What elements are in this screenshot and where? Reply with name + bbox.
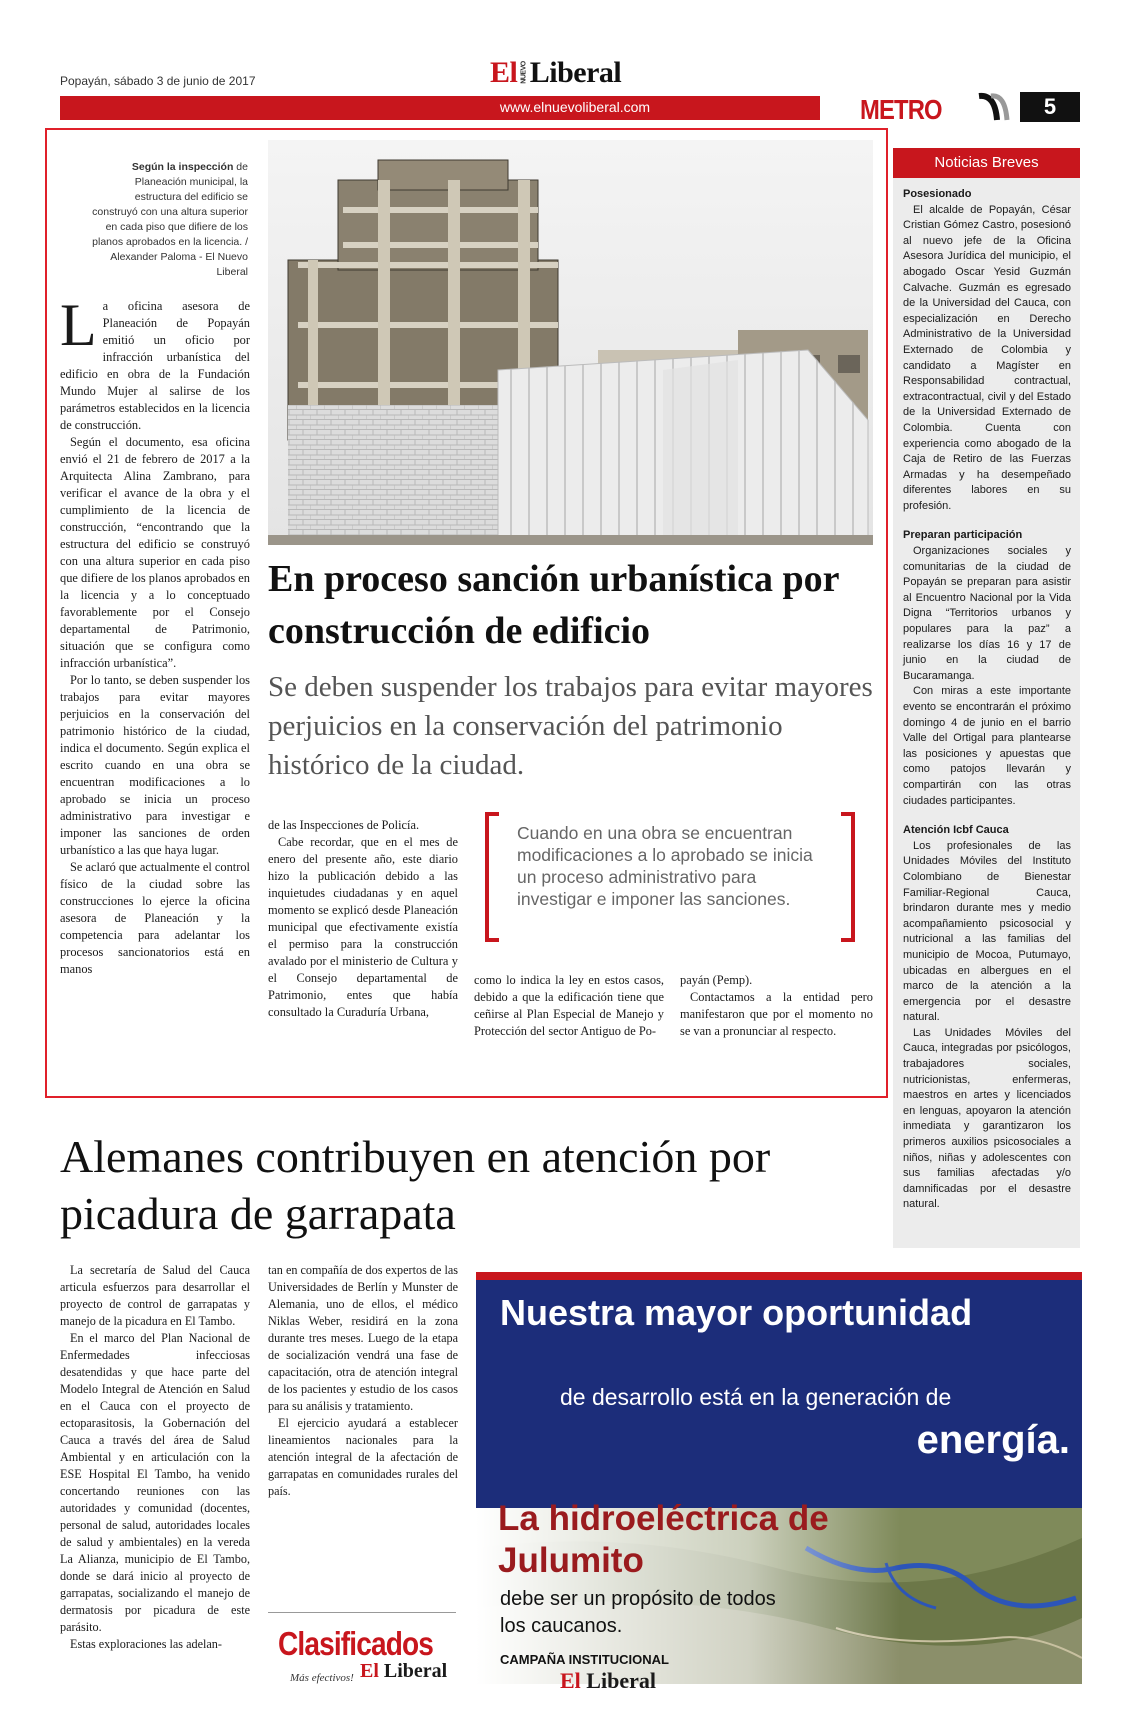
ad-title: La hidroeléctrica de Julumito [498,1499,829,1580]
pull-quote-text: Cuando en una obra se encuentran modificaciones a lo aprobado se inicia un proceso administrativo para investigar e imponer las sanciones. [517,823,813,909]
logo-el: El [560,1668,581,1693]
brief-heading: Posesionado [903,188,972,200]
paragraph: tan en compañía de dos expertos de las Universidades de Berlín y Munster de Alemania, uno de ellos, el médico Niklas Weber, residirá en la zona durante tres meses. Luego de la etapa de socialización vendrá una fase de capacitación, otra de atención integral de los pacientes y estudio de los casos para su análisis y tratamiento. [268,1263,458,1413]
header-red-bar [60,96,820,120]
dropcap: L [60,292,97,358]
sidebar-body [903,187,1071,1213]
paragraph: La secretaría de Salud del Cauca articula esfuerzos para desarrollar el proyecto de control de garrapatas y manejo de la picadura en El Tambo. [60,1263,250,1328]
building-construction-photo [268,140,873,545]
logo-liberal: Liberal [529,56,622,89]
pull-quote [485,812,855,942]
logo-nuevo: NUEVO [521,61,529,84]
ad-logo [560,1668,656,1694]
paragraph: En el marco del Plan Nacional de Enfermedades infecciosas desatendidas y que hace parte del Modelo Integral de Atención en Salud en el Cauca con el proyecto de ectoparasitosis, la Gobernación del Cauca a través del área de Salud Ambiental y en articulación con la ESE Hospital El Tambo, ha venido concertando reuniones con las autoridades y comunidad (docentes, personal de salud, autoridades locales de salud y ambientales) en la vereda La Alianza, municipio de El Tambo, donde se dará inicio al proyecto de garrapatas, socializando el manejo de dermatosis por picadura de este parásito. [60,1331,250,1634]
paragraph: Según el documento, esa oficina envió el 21 de febrero de 2017 a la Arquitecta Alina Zambrano, para verificar el avance de la obra y el cumplimiento de la licencia de construcción, “encontrando que la estructura del edificio se construyó con una altura superior en cada piso que difiere de los planos aprobados en la licencia y a lo conceptuado favorablemente por el Consejo departamental de Patrimonio, situación que se configura como infracción urbanística”. [60,435,250,670]
photo-caption [88,160,248,280]
paragraph: Se aclaró que actualmente el control físico de la ciudad sobre las construcciones lo ejerce la oficina asesora de Planeación y la competencia para adelantar los procesos sancionatorios está en manos [60,860,250,976]
website-url: www.elnuevoliberal.com [499,99,651,115]
sidebar-title: Noticias Breves [893,148,1080,178]
brief-paragraph: El alcalde de Popayán, César Cristian Gómez Castro, posesionó al nuevo jefe de la Oficina Asesora Jurídica del municipio, el abogado Oscar Yesid Guzmán Calvache. Guzmán es egresado de la Universidad del Cauca, con especialización en Derecho Administrativo de la Universidad Externado de Colombia y candidato a Magíster en Responsabilidad contractual, extracontractual, civil y del Estado de la Universidad Externado de Colombia. Cuenta con experiencia como abogado de la Caja de Retiro de las Fuerzas Armadas y ha desempeñado diferentes labores en su profesión. [903,203,1071,512]
photo-caption-lead: Según la inspección [131,161,234,173]
brief-paragraph: Las Unidades Móviles del Cauca, integradas por psicólogos, trabajadores sociales, nutricionistas, enfermeras, maestros en artes y licenciados en lenguas, apoyaron la atención inmediata y garantizaron los primeros auxilios psicosociales a niños, niñas y adolescentes con sus familias afectadas y/o damnificadas por el desastre natural. [903,1026,1071,1211]
ad-subtitle: debe ser un propósito de todos los caucanos. [500,1588,776,1637]
logo-el: El [360,1660,379,1682]
main-headline: En proceso sanción urbanística por construcción de edificio [268,558,839,652]
ad-headline: Nuestra mayor oportunidad [500,1292,973,1333]
paragraph: El ejercicio ayudará a establecer lineamientos nacionales para la atención integral de la afectación de garrapatas en comunidades rurales del país. [268,1416,458,1498]
paragraph: Por lo tanto, se deben suspender los trabajos para evitar mayores perjuicios en la conservación del patrimonio histórico de la ciudad, indica el documento. Según explica el escrito cuando en una obra se encuentran modificaciones a lo aprobado se inicia un proceso administrativo para investigar e imponer las sanciones de orden urbanístico a las que haya lugar. [60,673,250,857]
logo-el: El [490,56,518,89]
dateline: Popayán, sábado 3 de junio de 2017 [60,74,256,88]
ad-energy-word: energía. [916,1418,1070,1462]
quote-bracket-left [485,812,499,942]
classifieds-logo [360,1660,447,1683]
paragraph: a oficina asesora de Planeación de Popayán emitió un oficio por infracción urbanística del edificio en obra de la Fundación Mundo Mujer al salirse de los parámetros establecidos en la licencia de construcción. [60,299,250,432]
story2-column-1 [60,1262,250,1653]
section-decoration-icon [975,92,1015,122]
ad-campaign-label: CAMPAÑA INSTITUCIONAL [500,1652,669,1667]
paragraph: como lo indica la ley en estos casos, debido a que la edificación tiene que ceñirse al Plan Especial de Manejo y Protección del sector Antiguo de Po- [474,973,664,1038]
main-deck: Se deben suspender los trabajos para evitar mayores perjuicios en la conservación del patrimonio histórico de la ciudad. [268,671,873,781]
paragraph: payán (Pemp). [680,973,753,987]
classifieds-divider [268,1612,456,1613]
masthead-logo [490,56,621,90]
main-column-4 [680,972,873,1040]
paragraph: Contactamos a la entidad pero manifestaron que por el momento no se van a pronunciar al respecto. [680,990,873,1038]
main-column-2 [268,817,458,1021]
section-name: METRO [860,94,942,125]
brief-heading: Preparan participación [903,529,1023,542]
page-number: 5 [1020,92,1080,122]
classifieds-title: Clasificados [278,1625,434,1662]
ad-line-2: de desarrollo está en la generación de [560,1384,952,1410]
story2-column-2 [268,1262,458,1500]
logo-liberal: Liberal [383,1660,448,1682]
brief-paragraph: Con miras a este importante evento se encontrarán el próximo domingo 4 de junio en el barrio Valle del Ortigal para plantearse las posiciones y apuestas que como patojos llevarán y compartirán con las otras ciudades participantes. [903,685,1071,807]
main-column-1 [60,292,250,978]
paragraph: Cabe recordar, que en el mes de enero del presente año, este diario hizo la publicación debido a las inquietudes ciudadanas y en aquel momento se explicó desde Planeación municipal que efectivamente existía el permiso para la construcción avalado por el ministerio de Cultura y el Consejo departamental de Patrimonio, entes que había consultado la Curaduría Urbana, [268,835,458,1019]
quote-bracket-right [841,812,855,942]
photo-caption-text: de Planeación municipal, la estructura del edificio se construyó con una altura superior en cada piso que difiere de los planos aprobados en la licencia. / Alexander Paloma - El Nuevo Liberal [92,161,248,278]
main-column-3 [474,972,664,1040]
brief-heading: Atención Icbf Cauca [903,824,1009,837]
logo-liberal: Liberal [586,1668,656,1693]
classifieds-slogan: Más efectivos! [290,1672,354,1684]
paragraph: Estas exploraciones las adelan- [70,1637,222,1651]
paragraph: de las Inspecciones de Policía. [268,818,420,832]
brief-paragraph: Los profesionales de las Unidades Móviles del Instituto Colombiano de Bienestar Familiar-Regional Cauca, brindaron durante mes y medio acompañamiento psicosocial y nutricional a las familias del municipio de Mocoa, Putumayo, ubicadas en albergues en el marco de la atención a la emergencia por el desastre natural. [903,839,1071,1024]
ad-top-bar [476,1272,1082,1280]
story2-headline: Alemanes contribuyen en atención por picadura de garrapata [60,1131,771,1239]
brief-paragraph: Organizaciones sociales y comunitarias de la ciudad de Popayán se preparan para asistir al Encuentro Nacional por la Vida Digna “Territorios urbanos y populares para la paz” a realizarse los días 16 y 17 de junio en la ciudad de Bucaramanga. [903,545,1071,682]
